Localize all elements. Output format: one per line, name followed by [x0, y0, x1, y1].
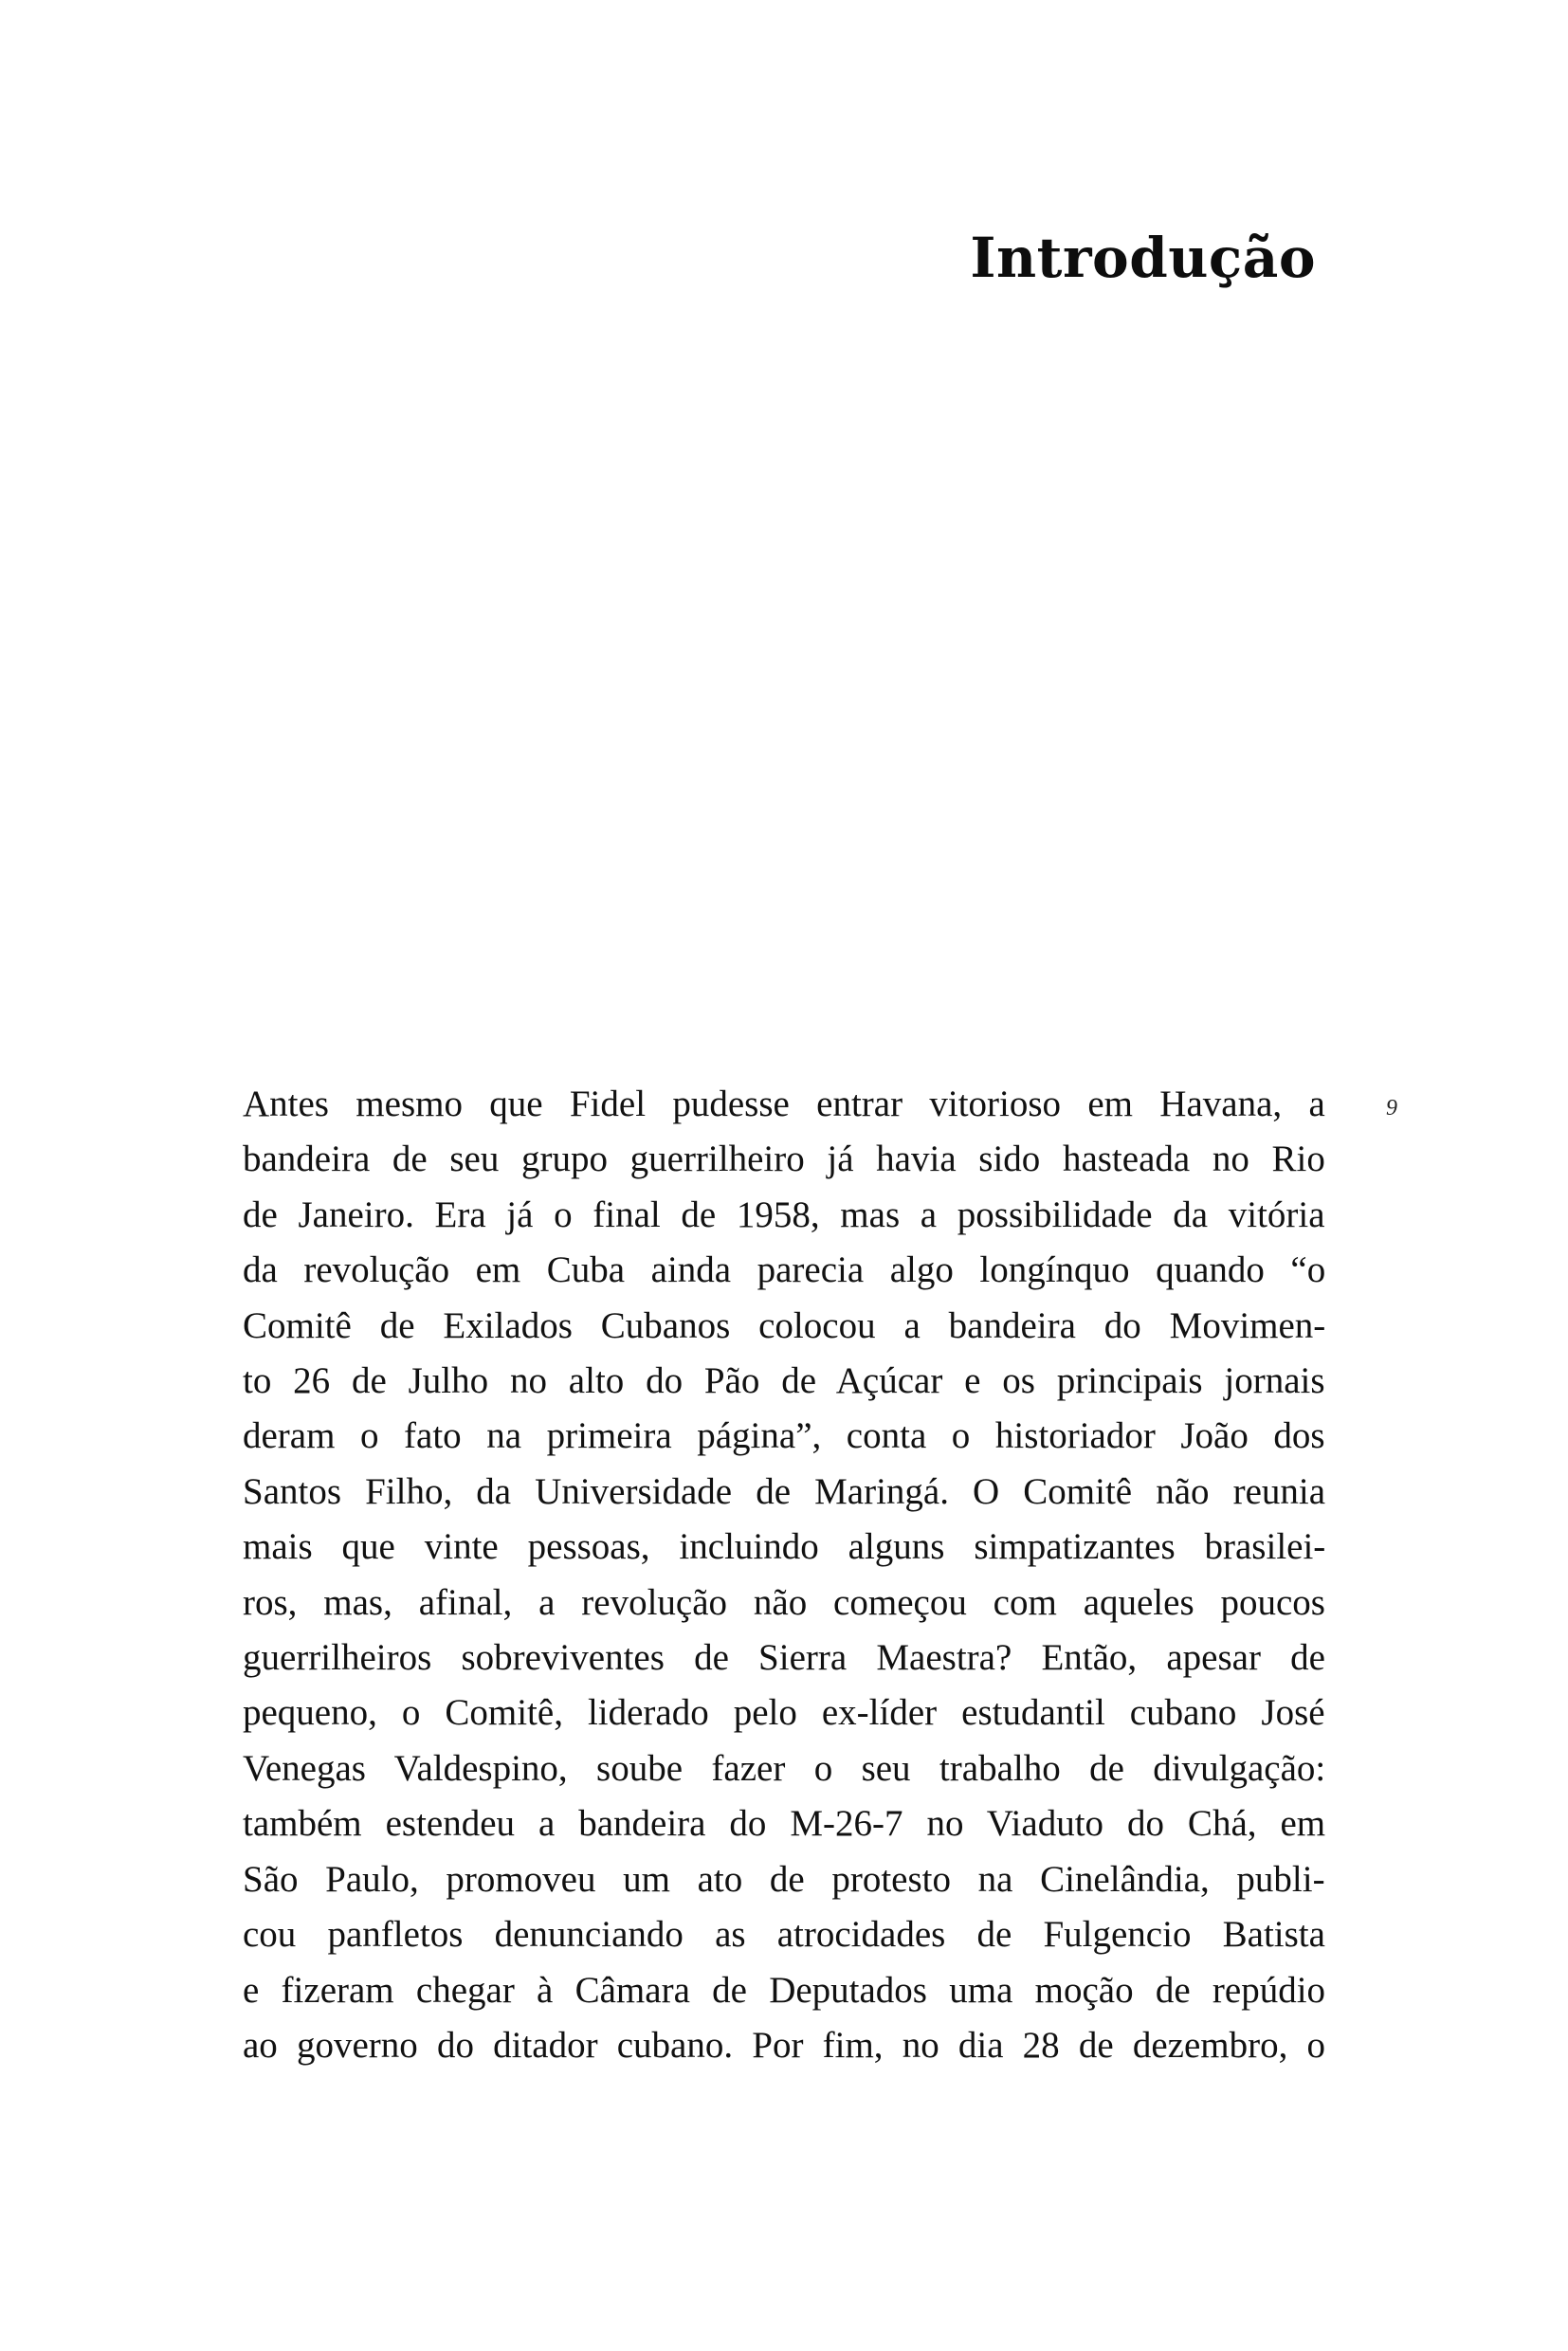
text-line: deram o fato na primeira página”, conta o historiador João dos [243, 1415, 1325, 1457]
text-line: mais que vinte pessoas, incluindo alguns simpatizantes brasilei- [243, 1526, 1326, 1568]
text-line: Venegas Valdespino, soube fazer o seu trabalho de divulgação: [243, 1747, 1326, 1789]
text-line: bandeira de seu grupo guerrilheiro já havia sido hasteada no Rio [243, 1139, 1325, 1180]
text-line: pequeno, o Comitê, liderado pelo ex-líder estudantil cubano José [243, 1692, 1325, 1734]
text-line: cou panfletos denunciando as atrocidades de Fulgencio Batista [243, 1914, 1325, 1956]
text-line: ros, mas, afinal, a revolução não começou com aqueles poucos [243, 1581, 1325, 1623]
text-line: da revolução em Cuba ainda parecia algo longínquo quando “o [243, 1249, 1326, 1291]
chapter-title: Introdução [970, 226, 1316, 290]
text-line: Antes mesmo que Fidel pudesse entrar vitorioso em Havana, a [243, 1084, 1325, 1124]
text-line: guerrilheiros sobreviventes de Sierra Maestra? Então, apesar de [243, 1637, 1325, 1679]
text-line: São Paulo, promoveu um ato de protesto na Cinelândia, publi- [243, 1858, 1325, 1900]
text-line: Comitê de Exilados Cubanos colocou a bandeira do Movimen- [243, 1304, 1326, 1346]
body-paragraph [243, 1077, 1325, 2073]
text-line: de Janeiro. Era já o final de 1958, mas a possibilidade da vitória [243, 1194, 1325, 1235]
page-number: 9 [1386, 1096, 1397, 1121]
text-line: Santos Filho, da Universidade de Maringá. O Comitê não reunia [243, 1470, 1326, 1512]
text-line: ao governo do ditador cubano. Por fim, no dia 28 de dezembro, o [243, 2024, 1325, 2066]
text-line: também estendeu a bandeira do M-26-7 no Viaduto do Chá, em [243, 1803, 1326, 1845]
text-line: to 26 de Julho no alto do Pão de Açúcar e os principais jornais [243, 1360, 1325, 1402]
text-line: e fizeram chegar à Câmara de Deputados uma moção de repúdio [243, 1969, 1326, 2011]
